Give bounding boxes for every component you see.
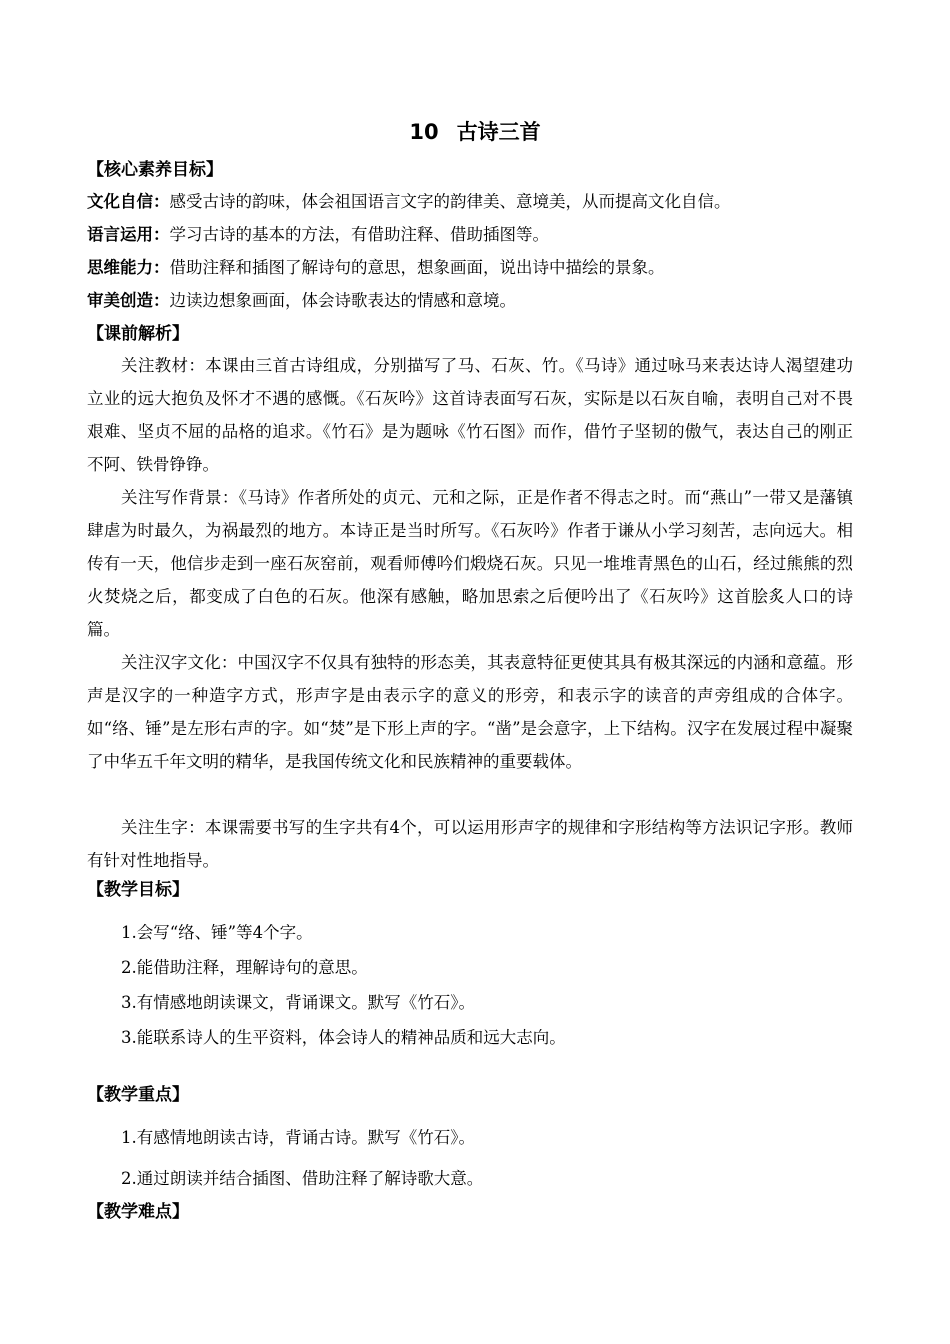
lesson-title: 古诗三首 <box>456 120 541 144</box>
lesson-number: 10 <box>409 120 439 144</box>
paragraph-textbook: 关注教材：本课由三首古诗组成，分别描写了马、石灰、竹。《马诗》通过咏马来表达诗人渴望建功立业的远大抱负及怀才不遇的感慨。《石灰吟》这首诗表面写石灰，实际是以石灰自喻，表明自己对不畏艰难、坚贞不屈的品格的追求。《竹石》是为题咏《竹石图》而作，借竹子坚韧的傲气，表达自己的刚正不阿、铁骨铮铮。 <box>87 356 853 474</box>
paragraph-background: 关注写作背景：《马诗》作者所处的贞元、元和之际，正是作者不得志之时。而“燕山”一带又是藩镇肆虐为时最久，为祸最烈的地方。本诗正是当时所写。《石灰吟》作者于谦从小学习刻苦，志向远大。相传有一天，他信步走到一座石灰窑前，观看师傅吟们煅烧石灰。只见一堆堆青黑色的山石，经过熊熊的烈火焚烧之后，都变成了白色的石灰。他深有感触，略加思索之后便吟出了《石灰吟》这首脍炙人口的诗篇。 <box>87 488 853 639</box>
teaching-goals-heading: 【教学目标】 <box>87 880 189 900</box>
goal-text: 边读边想象画面，体会诗歌表达的情感和意境。 <box>169 291 516 310</box>
paragraph-culture: 关注汉字文化：中国汉字不仅具有独特的形态美，其表意特征更使其具有极其深远的内涵和意蕴。形声是汉字的一种造字方式，形声字是由表示字的意义的形旁，和表示字的读音的声旁组成的合体字。如“络、锤”是左形右声的字。如“焚”是下形上声的字。“凿”是会意字，上下结构。汉字在发展过程中凝聚了中华五千年文明的精华，是我国传统文化和民族精神的重要载体。 <box>87 653 853 771</box>
goal-label: 文化自信： <box>87 192 170 211</box>
pre-analysis-heading: 【课前解析】 <box>87 324 189 344</box>
difficult-points-heading: 【教学难点】 <box>87 1202 189 1222</box>
goal-text: 感受古诗的韵味，体会祖国语言文字的韵律美、意境美，从而提高文化自信。 <box>169 192 731 211</box>
key-points-heading: 【教学重点】 <box>87 1085 189 1105</box>
goal-label: 思维能力： <box>87 258 170 277</box>
goal-text: 学习古诗的基本的方法，有借助注释、借助插图等。 <box>169 225 549 244</box>
key-point-item: 1.有感情地朗读古诗，背诵古诗。默写《竹石》。 <box>121 1128 475 1147</box>
page-title <box>0 118 950 146</box>
goal-culture <box>87 190 731 214</box>
goal-thinking <box>87 256 665 280</box>
goal-label: 语言运用： <box>87 225 170 244</box>
goal-label: 审美创造： <box>87 291 170 310</box>
goal-aesthetic <box>87 289 516 313</box>
key-point-item: 2.通过朗读并结合插图、借助注释了解诗歌大意。 <box>121 1169 484 1188</box>
teaching-goal-item: 3.有情感地朗读课文，背诵课文。默写《竹石》。 <box>121 993 475 1012</box>
goal-text: 借助注释和插图了解诗句的意思，想象画面，说出诗中描绘的景象。 <box>169 258 665 277</box>
teaching-goal-item: 2.能借助注释，理解诗句的意思。 <box>121 958 368 977</box>
goal-language <box>87 223 549 247</box>
core-goals-heading: 【核心素养目标】 <box>87 160 223 180</box>
teaching-goal-item: 3.能联系诗人的生平资料，体会诗人的精神品质和远大志向。 <box>121 1028 566 1047</box>
teaching-goal-item: 1.会写“络、锤”等4个字。 <box>121 923 313 942</box>
paragraph-characters: 关注生字：本课需要书写的生字共有4个，可以运用形声字的规律和字形结构等方法识记字形。教师有针对性地指导。 <box>87 818 853 870</box>
